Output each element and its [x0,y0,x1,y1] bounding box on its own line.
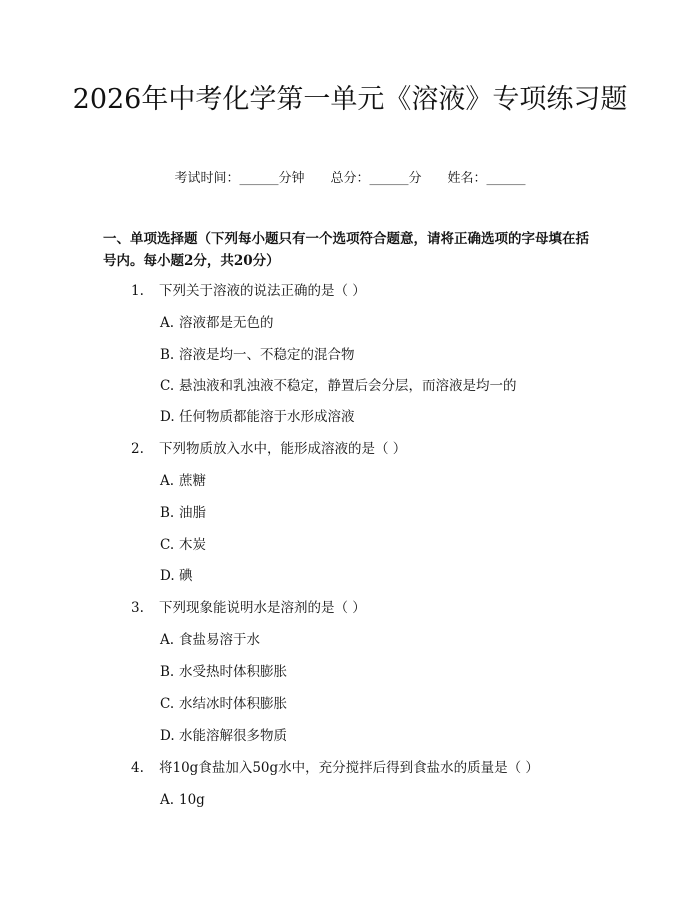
option-text: 水结冰时体积膨胀 [179,696,287,712]
section-heading: 一、单项选择题（下列每小题只有一个选项符合题意，请将正确选项的字母填在括号内。每小题2分，共20分） [103,231,589,269]
question-number: 2. [131,441,144,457]
option-letter: B. [160,505,175,521]
option-3c [160,694,287,714]
question-3 [131,598,366,618]
question-text: 下列物质放入水中，能形成溶液的是（ ） [159,441,407,457]
page-title: 2026年中考化学第一单元《溶液》专项练习题 [72,84,628,115]
question-text: 下列关于溶液的说法正确的是（ ） [159,283,366,299]
option-text: 碘 [179,568,193,584]
question-number: 1. [131,283,144,299]
option-text: 10g [179,792,205,808]
option-3b [160,662,287,682]
option-3a [160,630,260,650]
option-text: 溶液是均一、不稳定的混合物 [179,347,355,363]
option-text: 食盐易溶于水 [179,632,260,648]
option-letter: A. [160,473,175,489]
option-4a [160,790,205,810]
exam-info-line [0,170,700,188]
option-text: 木炭 [179,537,206,553]
question-number: 3. [131,600,144,616]
option-1d [160,407,355,427]
option-2b [160,503,206,523]
option-1a [160,313,274,333]
option-letter: C. [160,696,175,712]
option-letter: D. [160,728,175,744]
option-3d [160,726,287,746]
question-text: 将10g食盐加入50g水中，充分搅拌后得到食盐水的质量是（ ） [159,760,539,776]
option-2c [160,535,206,555]
question-number: 4. [131,760,144,776]
total-score-field: 总分：______分 [330,171,422,186]
option-text: 悬浊液和乳浊液不稳定，静置后会分层，而溶液是均一的 [179,378,517,394]
option-letter: C. [160,537,175,553]
exam-time-field: 考试时间：______分钟 [174,171,305,186]
option-letter: D. [160,568,175,584]
option-text: 溶液都是无色的 [179,315,274,331]
option-letter: C. [160,378,175,394]
option-2a [160,471,206,491]
option-letter: B. [160,347,175,363]
option-1b [160,345,355,365]
option-letter: A. [160,315,175,331]
option-text: 水能溶解很多物质 [179,728,287,744]
question-2 [131,439,406,459]
option-letter: B. [160,664,175,680]
question-text: 下列现象能说明水是溶剂的是（ ） [159,600,366,616]
option-text: 蔗糖 [179,473,206,489]
question-4 [131,758,539,778]
option-2d [160,566,193,586]
option-letter: A. [160,792,175,808]
option-text: 任何物质都能溶于水形成溶液 [179,409,355,425]
question-1 [131,281,366,301]
option-1c [160,376,517,396]
option-text: 水受热时体积膨胀 [179,664,287,680]
option-text: 油脂 [179,505,206,521]
option-letter: D. [160,409,175,425]
student-name-field: 姓名：______ [447,171,526,186]
option-letter: A. [160,632,175,648]
